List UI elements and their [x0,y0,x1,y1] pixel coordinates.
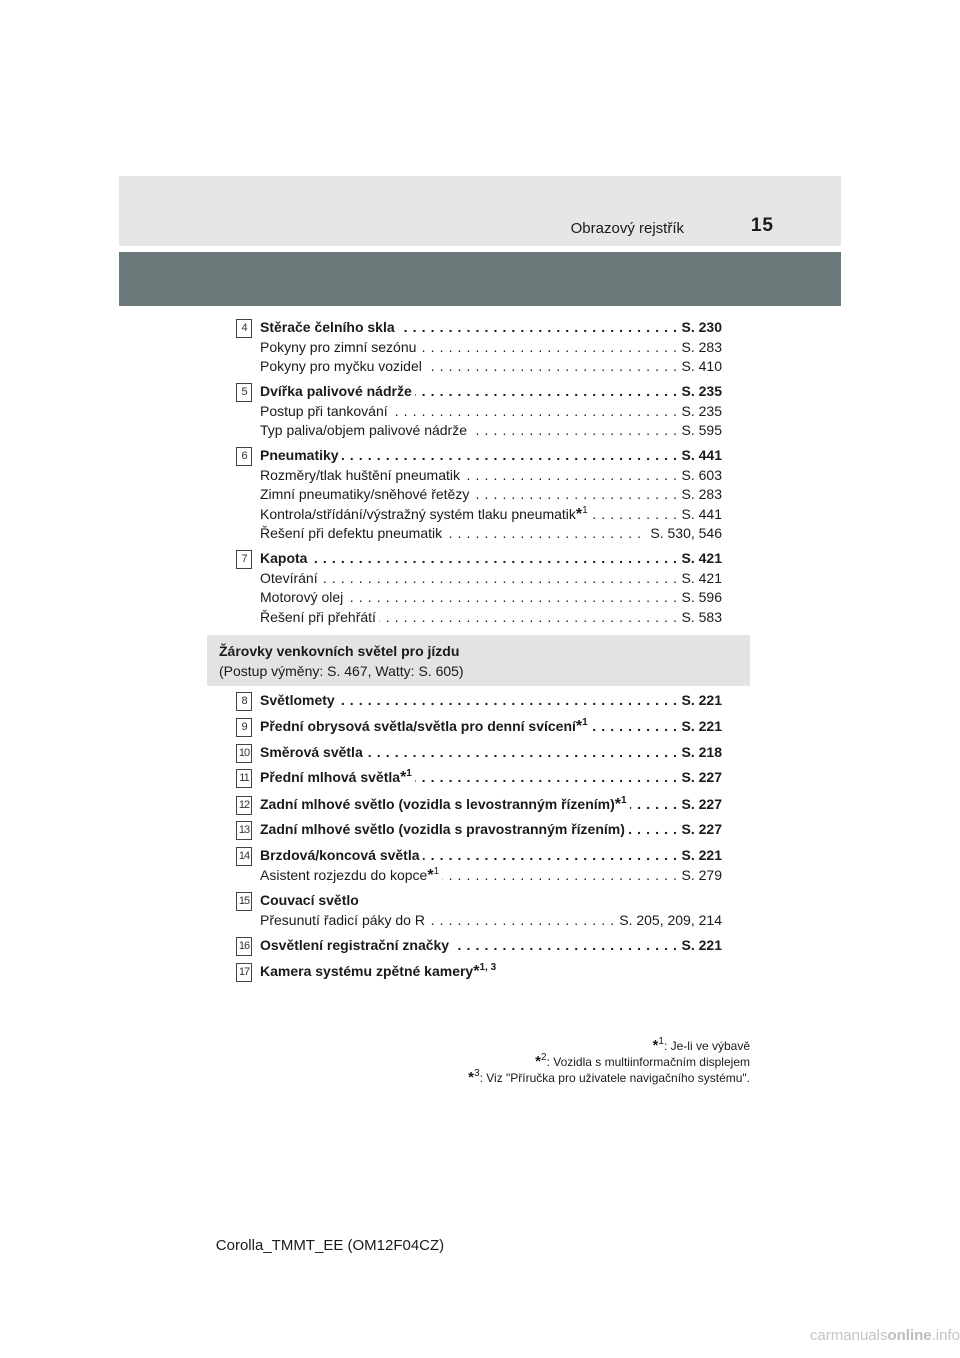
page-reference: S. 410 [679,357,722,377]
callout-number: 14 [236,847,252,866]
callout-number: 8 [236,692,252,711]
index-entry-10 [236,743,722,763]
index-entry-8 [236,691,722,711]
callout-number: 11 [236,769,252,788]
footnote-star: * [614,796,621,813]
entry-text: Dvířka palivové nádrže [260,383,412,399]
index-entry-11 [236,768,722,788]
watermark[interactable]: carmanualsonline.info [809,1327,960,1344]
index-heading[interactable] [260,446,722,466]
index-entry-17 [236,962,722,982]
index-heading[interactable] [260,795,722,815]
entry-text: Postup při tankování [260,402,388,419]
callout-number: 15 [236,892,252,911]
footnote-star: * [575,718,583,735]
index-entry-12 [236,795,722,815]
page-reference: S. 421 [679,569,722,589]
page-reference: S. 221 [679,691,722,711]
footnote-star: * [400,769,407,786]
entry-text: Motorový olej [260,589,344,605]
bulb-section-box [207,635,750,686]
page-reference: S. 530, 546 [647,524,722,544]
callout-number: 12 [236,796,252,815]
entry-text: Stěrače čelního skla [260,319,395,335]
section-title: Obrazový rejstřík [570,220,684,237]
entry-text: Řešení při defektu pneumatik [260,525,443,541]
entry-text: Přesunutí řadicí páky do R [260,911,425,928]
document-footer: Corolla_TMMT_EE (OM12F04CZ) [215,1237,445,1254]
page-reference: S. 441 [679,446,722,466]
callout-number: 6 [236,447,252,466]
index-heading[interactable] [260,768,722,788]
index-subentry[interactable] [260,524,722,544]
index-entry-13 [236,820,722,840]
entry-text: Přední obrysová světla/světla pro denní svícení [260,718,576,734]
index-subentry[interactable] [260,485,722,505]
page-reference: S. 230 [679,318,722,338]
footnote-ref: 1 [406,768,412,779]
header-image-bar [119,252,841,306]
page-reference: S. 583 [679,608,722,628]
entry-text: Typ paliva/objem palivové nádrže [260,422,468,438]
callout-number: 9 [236,718,252,737]
index-subentry[interactable] [260,421,722,441]
callout-number: 7 [236,550,252,569]
callout-number: 16 [236,937,252,956]
entry-text: Zimní pneumatiky/sněhové řetězy [260,486,470,502]
entry-text: Zadní mlhové světlo (vozidla s pravostranným řízením) [260,821,625,837]
footnote-star: * [575,505,583,523]
index-entry-5 [236,382,722,441]
page-reference: S. 603 [679,466,722,486]
header-band [119,176,841,246]
footnote-star: * [427,866,434,884]
index-heading[interactable] [260,743,722,763]
entry-text: Zadní mlhové světlo (vozidla s levostranným řízením) [260,796,615,812]
entry-text: Brzdová/koncová světla [260,847,420,863]
page-reference: S. 283 [679,485,722,505]
index-subentry[interactable] [260,911,722,931]
index-subentry[interactable] [260,569,722,589]
index-heading[interactable] [260,846,722,866]
page-reference: S. 441 [679,505,722,525]
entry-text: Přední mlhová světla [260,769,401,785]
page-reference: S. 218 [679,743,722,763]
page-reference: S. 235 [679,402,722,422]
footnote-star: * [473,963,480,980]
page-reference: S. 227 [679,820,722,840]
page-number: 15 [750,215,774,236]
index-entry-14 [236,846,722,885]
index-entry-16 [236,936,722,956]
index-entry-15 [236,891,722,930]
callout-number: 4 [236,319,252,338]
entry-text: Pneumatiky [260,447,339,463]
index-heading[interactable] [260,549,722,569]
page-reference: S. 227 [679,768,722,788]
footnotes [380,1038,750,1086]
footnote-1: *$^1$: Je-li ve výbavě [652,1036,750,1054]
footnote-ref: 1 [582,504,588,516]
index-heading[interactable] [260,318,722,338]
entry-text: Směrová světla [260,744,363,760]
entry-text: Pokyny pro zimní sezónu [260,338,417,355]
page-reference: S. 221 [679,846,722,866]
footnote-ref: 1, 3 [479,962,497,973]
bulb-section-subtitle: (Postup výměny: S. 467, Watty: S. 605) [219,663,464,679]
entry-text: Kamera systému zpětné kamery [260,963,474,979]
index-heading[interactable] [260,820,722,840]
index-entry-4 [236,318,722,377]
entry-text: Řešení při přehřátí [260,608,376,625]
index-heading[interactable] [260,382,722,402]
footnote-ref: 1 [621,795,627,806]
index-subentry[interactable] [260,402,722,422]
index-subentry[interactable] [260,338,722,358]
callout-number: 13 [236,821,252,840]
page-reference: S. 235 [679,382,722,402]
entry-text: Osvětlení registrační značky [260,937,450,953]
page-reference: S. 283 [679,338,722,358]
entry-text: Světlomety [260,692,335,708]
index-subentry[interactable] [260,505,722,525]
index-subentry[interactable] [260,357,722,377]
index-heading[interactable] [260,691,722,711]
callout-number: 5 [236,383,252,402]
entry-text: Rozměry/tlak huštění pneumatik [260,466,460,483]
callout-number: 10 [236,744,252,763]
footnote-3: *$^3$: Viz "Příručka pro uživatele navigačního systému". [468,1068,750,1086]
page-reference: S. 421 [679,549,722,569]
index-entry-6 [236,446,722,544]
entry-text: Kapota [260,550,308,566]
index-subentry[interactable] [260,588,722,608]
callout-number: 17 [236,963,252,982]
footnote-ref: 1 [433,865,440,877]
entry-text: Pokyny pro myčku vozidel [260,358,422,374]
index-heading[interactable] [260,717,722,737]
index-heading [260,962,722,982]
index-heading [260,891,722,911]
index-subentry[interactable] [260,466,722,486]
page-reference: S. 221 [679,936,722,956]
index-subentry[interactable] [260,866,722,886]
entry-text: Otevírání [260,569,318,586]
page-reference: S. 221 [679,717,722,737]
page-reference: S. 227 [679,795,722,815]
page-reference: S. 279 [679,866,722,886]
entry-text: Kontrola/střídání/výstražný systém tlaku pneumatik [260,505,576,522]
index-entry-7 [236,549,722,627]
entry-text: Couvací světlo [260,892,359,908]
page-reference: S. 595 [679,421,722,441]
footnote-ref: 1 [582,717,588,728]
index-subentry[interactable] [260,608,722,628]
bulb-section-title: Žárovky venkovních světel pro jízdu [219,643,460,659]
entry-text: Asistent rozjezdu do kopce [260,866,428,883]
page-reference: S. 596 [679,588,722,608]
index-entry-9 [236,717,722,737]
page-reference: S. 205, 209, 214 [616,911,722,931]
index-heading[interactable] [260,936,722,956]
footnote-2: *$^2$: Vozidla s multiinformačním displejem [535,1052,750,1070]
